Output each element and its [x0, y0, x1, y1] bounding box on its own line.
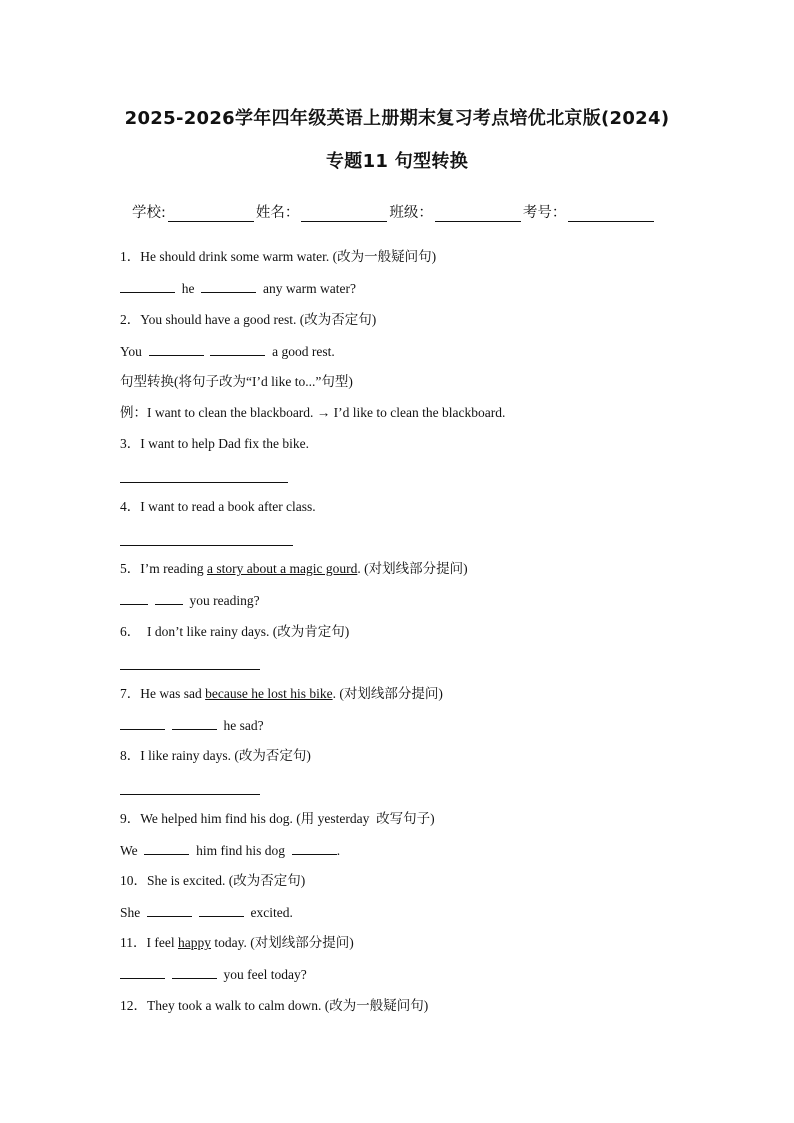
- question-number: 7．: [120, 686, 141, 701]
- answer-11: [120, 965, 307, 984]
- answer-blank[interactable]: [149, 342, 204, 356]
- answer-blank[interactable]: [199, 903, 244, 917]
- answer-blank[interactable]: [120, 965, 165, 979]
- answer-blank[interactable]: [155, 591, 183, 605]
- answer-blank[interactable]: [201, 279, 256, 293]
- question-2: [120, 311, 376, 329]
- question-number: 5．: [120, 561, 141, 576]
- answer-text: him find his dog: [196, 843, 286, 858]
- answer-text: excited.: [250, 905, 293, 920]
- class-label: 班级：: [389, 205, 433, 221]
- question-number: 12．: [120, 998, 147, 1013]
- answer-text: you reading?: [189, 593, 260, 608]
- name-blank[interactable]: [301, 206, 387, 222]
- question-10: [120, 872, 305, 890]
- worksheet-title: 2025-2026学年四年级英语上册期末复习考点培优北京版(2024): [124, 108, 670, 129]
- question-11: [120, 934, 354, 952]
- question-6: [120, 623, 349, 641]
- section-example: 例：I want to clean the blackboard. → I’d like to clean the blackboard.: [120, 405, 506, 420]
- question-number: 1．: [120, 249, 141, 264]
- answer-blank[interactable]: [120, 591, 148, 605]
- answer-blank[interactable]: [172, 716, 217, 730]
- answer-7: [120, 716, 264, 735]
- answer-text: You: [120, 344, 142, 359]
- question-number: 11．: [120, 935, 147, 950]
- question-1: [120, 248, 436, 266]
- question-7: [120, 685, 443, 703]
- question-text: I don’t like rainy days. (改为肯定句): [140, 624, 350, 639]
- underlined-phrase: a story about a magic gourd: [206, 561, 358, 576]
- answer-text: he: [181, 281, 195, 296]
- answer-text: you feel today?: [223, 967, 307, 982]
- answer-text: any warm water?: [263, 281, 356, 296]
- question-text: You should have a good rest. (改为否定句): [140, 312, 377, 327]
- answer-1: [120, 279, 356, 298]
- exam-no-blank[interactable]: [568, 206, 654, 222]
- answer-blank[interactable]: [120, 279, 175, 293]
- class-blank[interactable]: [435, 206, 521, 222]
- answer-2: [120, 342, 335, 361]
- answer-text: he sad?: [223, 718, 264, 733]
- question-text: . (对划线部分提问): [332, 686, 443, 701]
- student-info-row: [132, 201, 656, 222]
- answer-blank[interactable]: [210, 342, 265, 356]
- school-label: 学校:: [132, 205, 166, 221]
- question-text: I want to help Dad fix the bike.: [140, 436, 309, 451]
- question-text: He should drink some warm water. (改为一般疑问句): [140, 249, 437, 264]
- question-number: 10．: [120, 873, 147, 888]
- question-text: She is excited. (改为否定句): [147, 873, 306, 888]
- question-text: We helped him find his dog. (用 yesterday 改写句子): [140, 811, 435, 826]
- answer-blank[interactable]: [144, 841, 189, 855]
- question-8: [120, 747, 311, 765]
- underlined-phrase: happy: [177, 935, 211, 950]
- question-4: [120, 498, 316, 516]
- question-number: 2．: [120, 312, 141, 327]
- question-text: today. (对划线部分提问): [210, 935, 354, 950]
- question-9: [120, 810, 435, 828]
- answer-blank[interactable]: [292, 841, 337, 855]
- question-3: [120, 435, 309, 453]
- answer-blank[interactable]: [147, 903, 192, 917]
- school-blank[interactable]: [168, 206, 254, 222]
- answer-text: We: [120, 843, 138, 858]
- answer-blank[interactable]: [120, 716, 165, 730]
- question-12: [120, 997, 428, 1015]
- question-number: 4．: [120, 499, 141, 514]
- answer-text: a good rest.: [272, 344, 335, 359]
- exam-no-label: 考号：: [522, 205, 567, 221]
- answer-blank[interactable]: [172, 965, 217, 979]
- answer-5: [120, 591, 260, 610]
- answer-line-4[interactable]: [120, 545, 293, 546]
- answer-line-6[interactable]: [120, 669, 260, 670]
- question-text: They took a walk to calm down. (改为一般疑问句): [147, 998, 429, 1013]
- question-number: 3．: [120, 436, 141, 451]
- section-title: 句型转换(将句子改为“I’d like to...”句型): [120, 374, 353, 389]
- question-text: . (对划线部分提问): [357, 561, 468, 576]
- answer-9: [120, 841, 340, 860]
- question-text: I’m reading: [140, 561, 207, 576]
- question-text: I feel: [146, 935, 178, 950]
- underlined-phrase: because he lost his bike: [205, 686, 333, 701]
- answer-10: [120, 903, 293, 922]
- answer-text: .: [336, 843, 341, 858]
- name-label: 姓名：: [255, 205, 300, 221]
- answer-text: She: [120, 905, 141, 920]
- question-text: I like rainy days. (改为否定句): [140, 748, 311, 763]
- question-number: 6．: [120, 624, 141, 639]
- worksheet-subtitle: 专题11 句型转换: [325, 151, 468, 172]
- question-text: He was sad: [140, 686, 206, 701]
- question-5: [120, 560, 468, 578]
- answer-line-3[interactable]: [120, 482, 288, 483]
- question-number: 9．: [120, 811, 141, 826]
- question-number: 8．: [120, 748, 141, 763]
- answer-line-8[interactable]: [120, 794, 260, 795]
- question-text: I want to read a book after class.: [140, 499, 316, 514]
